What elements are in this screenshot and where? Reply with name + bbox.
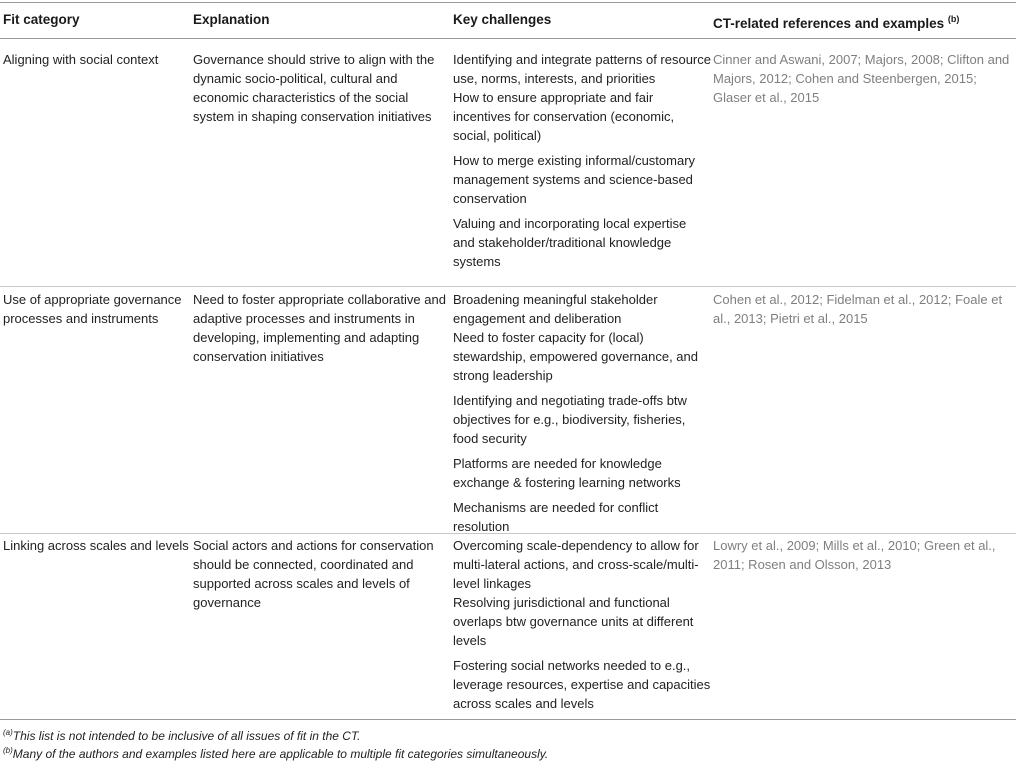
row-category: Use of appropriate governance processes and instruments bbox=[3, 292, 182, 326]
row-divider bbox=[0, 533, 1016, 534]
row-challenges bbox=[453, 536, 711, 713]
challenge-item: Valuing and incorporating local expertise and stakeholder/traditional knowledge systems bbox=[453, 216, 687, 269]
footnote-a bbox=[3, 725, 361, 744]
challenge-item: How to merge existing informal/customary management systems and science-based conservation bbox=[453, 153, 696, 206]
header-fit-category: Fit category bbox=[3, 12, 80, 27]
row-references: Lowry et al., 2009; Mills et al., 2010; Green et al., 2011; Rosen and Olsson, 2013 bbox=[713, 538, 996, 572]
footnote-text: Many of the authors and examples listed here are applicable to multiple fit categories simultaneously. bbox=[12, 747, 549, 761]
footnote-mark: (b) bbox=[3, 746, 13, 755]
header-references-footnote-mark: (b) bbox=[947, 14, 960, 24]
footnote-mark: (a) bbox=[3, 728, 13, 737]
challenge-item: Overcoming scale-dependency to allow for multi-lateral actions, and cross-scale/multi-level linkages bbox=[453, 538, 699, 591]
row-category: Linking across scales and levels bbox=[3, 538, 189, 553]
table-bottom-rule bbox=[0, 719, 1016, 720]
header-references bbox=[713, 10, 959, 33]
challenge-item: Platforms are needed for knowledge exchange & fostering learning networks bbox=[453, 456, 681, 490]
row-explanation: Need to foster appropriate collaborative and adaptive processes and instruments in developing, implementing and adapting conservation initiatives bbox=[193, 292, 446, 364]
row-challenges bbox=[453, 290, 711, 536]
row-explanation: Social actors and actions for conservation should be connected, coordinated and supported across scales and levels of governance bbox=[193, 538, 434, 610]
header-bottom-rule bbox=[0, 38, 1016, 39]
row-category: Aligning with social context bbox=[3, 52, 159, 67]
challenge-item: Identifying and integrate patterns of resource use, norms, interests, and priorities bbox=[453, 52, 711, 86]
table-top-rule bbox=[0, 2, 1016, 3]
row-explanation: Governance should strive to align with the dynamic socio-political, cultural and economic characteristics of the social system in shaping conservation initiatives bbox=[193, 52, 435, 124]
header-references-label: CT-related references and examples bbox=[713, 16, 945, 31]
footnote-b bbox=[3, 743, 548, 762]
row-divider bbox=[0, 286, 1016, 287]
challenge-item: Broadening meaningful stakeholder engagement and deliberation bbox=[453, 292, 658, 326]
header-explanation: Explanation bbox=[193, 12, 270, 27]
challenge-item: Resolving jurisdictional and functional overlaps btw governance units at different levels bbox=[453, 595, 694, 648]
footnote-text: This list is not intended to be inclusive of all issues of fit in the CT. bbox=[12, 729, 361, 743]
row-challenges bbox=[453, 50, 711, 271]
challenge-item: Need to foster capacity for (local) stewardship, empowered governance, and strong leadership bbox=[453, 330, 698, 383]
challenge-item: Identifying and negotiating trade-offs btw objectives for e.g., biodiversity, fisheries, food security bbox=[453, 393, 687, 446]
row-references: Cohen et al., 2012; Fidelman et al., 2012; Foale et al., 2013; Pietri et al., 2015 bbox=[713, 292, 1003, 326]
header-key-challenges: Key challenges bbox=[453, 12, 552, 27]
challenge-item: How to ensure appropriate and fair incentives for conservation (economic, social, political) bbox=[453, 90, 675, 143]
row-references: Cinner and Aswani, 2007; Majors, 2008; Clifton and Majors, 2012; Cohen and Steenbergen, 2015; Glaser et al., 2015 bbox=[713, 52, 1010, 105]
challenge-item: Mechanisms are needed for conflict resolution bbox=[453, 500, 659, 534]
challenge-item: Fostering social networks needed to e.g., leverage resources, expertise and capacities across scales and levels bbox=[453, 658, 711, 711]
